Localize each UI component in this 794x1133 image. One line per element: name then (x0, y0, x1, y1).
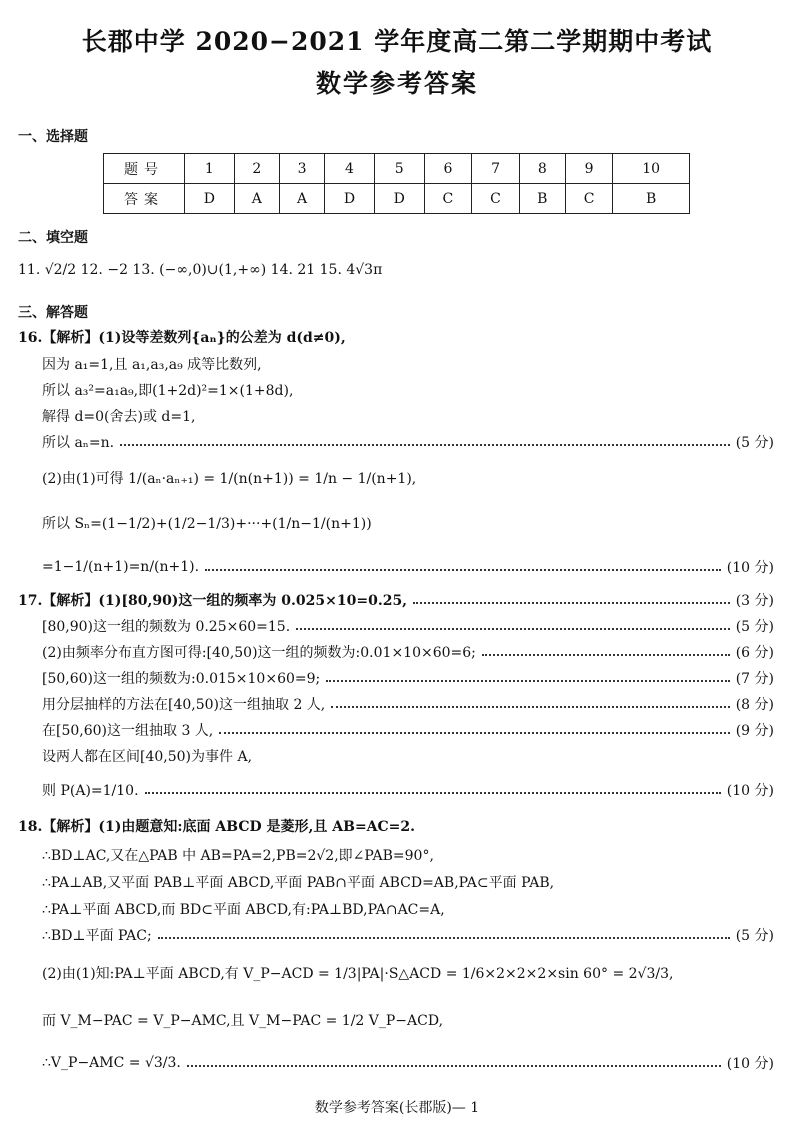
score-label: (8 分) (735, 697, 774, 713)
solution-line: 所以 a₃²=a₁a₉,即(1+2d)²=1×(1+8d), (42, 383, 294, 399)
solution-line: ∴BD⊥AC,又在△PAB 中 AB=PA=2,PB=2√2,即∠PAB=90°, (42, 848, 434, 864)
table-cell: 10 (613, 154, 690, 184)
table-cell: 6 (424, 154, 472, 184)
table-cell: 2 (234, 154, 279, 184)
fill-answers-line (18, 262, 774, 278)
solution-line: (2)由(1)可得 1/(aₙ·aₙ₊₁) = 1/(n(n+1)) = 1/n − 1/(n+1), (42, 471, 417, 487)
table-cell: C (472, 184, 520, 214)
solution-line: [50,60)这一组的频数为:0.015×10×60=9; (42, 671, 321, 687)
solution-line: 所以 aₙ=n. (42, 435, 115, 451)
solution-line: (2)由频率分布直方图可得:[40,50)这一组的频数为:0.01×10×60=6; (42, 645, 476, 661)
solution-line: 18.【解析】(1)由题意知:底面 ABCD 是菱形,且 AB=AC=2. (18, 819, 416, 835)
dot-leader (187, 1065, 721, 1067)
section-title-choice: 一、选择题 (18, 129, 88, 145)
solution-line: 用分层抽样的方法在[40,50)这一组抽取 2 人, (42, 697, 326, 713)
table-cell: 9 (565, 154, 613, 184)
dot-leader (326, 680, 729, 682)
dot-leader (145, 792, 721, 794)
table-header-cell: 答案 (104, 184, 185, 214)
solution-line: =1−1/(n+1)=n/(n+1). (42, 559, 200, 575)
solution-line: [80,90)这一组的频数为 0.25×60=15. (42, 619, 291, 635)
table-cell: B (519, 184, 565, 214)
solution-line: (2)由(1)知:PA⊥平面 ABCD,有 V_P−ACD = 1/3|PA|·S△ACD = 1/6×2×2×2×sin 60° = 2√3/3, (42, 966, 674, 982)
table-cell: 5 (374, 154, 424, 184)
solution-line: 设两人都在区间[40,50)为事件 A, (42, 749, 253, 765)
dot-leader (413, 602, 730, 604)
solution-line: ∴PA⊥平面 ABCD,而 BD⊂平面 ABCD,有:PA⊥BD,PA∩AC=A, (42, 902, 445, 918)
table-cell: C (565, 184, 613, 214)
table-row-answers (104, 184, 690, 214)
section-title-solve: 三、解答题 (18, 305, 88, 321)
table-cell: B (613, 184, 690, 214)
table-cell: C (424, 184, 472, 214)
dot-leader (158, 937, 730, 939)
score-label: (5 分) (735, 435, 774, 451)
table-cell: 3 (279, 154, 324, 184)
score-label: (3 分) (735, 593, 774, 609)
section-title-fill: 二、填空题 (18, 230, 88, 246)
score-label: (10 分) (726, 560, 774, 576)
dot-leader (331, 706, 729, 708)
solution-line: 所以 Sₙ=(1−1/2)+(1/2−1/3)+···+(1/n−1/(n+1)) (42, 516, 372, 532)
score-label: (5 分) (735, 928, 774, 944)
dot-leader (219, 732, 729, 734)
page-subtitle: 数学参考答案 (315, 69, 478, 98)
dot-leader (205, 569, 721, 571)
score-label: (5 分) (735, 619, 774, 635)
table-cell: D (185, 184, 235, 214)
score-label: (10 分) (726, 783, 774, 799)
solution-line: 而 V_M−PAC = V_P−AMC,且 V_M−PAC = 1/2 V_P−ACD, (42, 1013, 444, 1029)
table-cell: 4 (325, 154, 375, 184)
table-cell: D (325, 184, 375, 214)
solution-line: 解得 d=0(舍去)或 d=1, (42, 409, 196, 425)
table-cell: 7 (472, 154, 520, 184)
solution-line: 则 P(A)=1/10. (42, 783, 139, 799)
page-footer: 数学参考答案(长郡版)— 1 (314, 1100, 480, 1116)
table-cell: A (279, 184, 324, 214)
dot-leader (296, 628, 730, 630)
dot-leader (482, 654, 730, 656)
table-cell: A (234, 184, 279, 214)
solution-line: ∴PA⊥AB,又平面 PAB⊥平面 ABCD,平面 PAB∩平面 ABCD=AB,PA⊂平面 PAB, (42, 875, 555, 891)
solution-line: 因为 a₁=1,且 a₁,a₃,a₉ 成等比数列, (42, 357, 262, 373)
solution-line: ∴V_P−AMC = √3/3. (42, 1055, 181, 1071)
score-label: (9 分) (735, 723, 774, 739)
solution-line: 在[50,60)这一组抽取 3 人, (42, 723, 214, 739)
table-cell: 8 (519, 154, 565, 184)
table-cell: D (374, 184, 424, 214)
solution-line: ∴BD⊥平面 PAC; (42, 928, 152, 944)
score-label: (10 分) (726, 1056, 774, 1072)
dot-leader (120, 444, 730, 446)
solution-line: 16.【解析】(1)设等差数列{aₙ}的公差为 d(d≠0), (18, 330, 346, 346)
score-label: (7 分) (735, 671, 774, 687)
table-header-cell: 题号 (104, 154, 185, 184)
score-label: (6 分) (735, 645, 774, 661)
page-title: 长郡中学 2020−2021 学年度高二第二学期期中考试 (81, 27, 713, 56)
table-cell: 1 (185, 154, 235, 184)
table-row-numbers (104, 154, 690, 184)
answer-table (103, 153, 690, 214)
answer-text: 11. √2/2 12. −2 13. (−∞,0)∪(1,+∞) 14. 21 15. 4√3π (18, 262, 383, 278)
solution-line: 17.【解析】(1)[80,90)这一组的频率为 0.025×10=0.25, (18, 593, 408, 609)
